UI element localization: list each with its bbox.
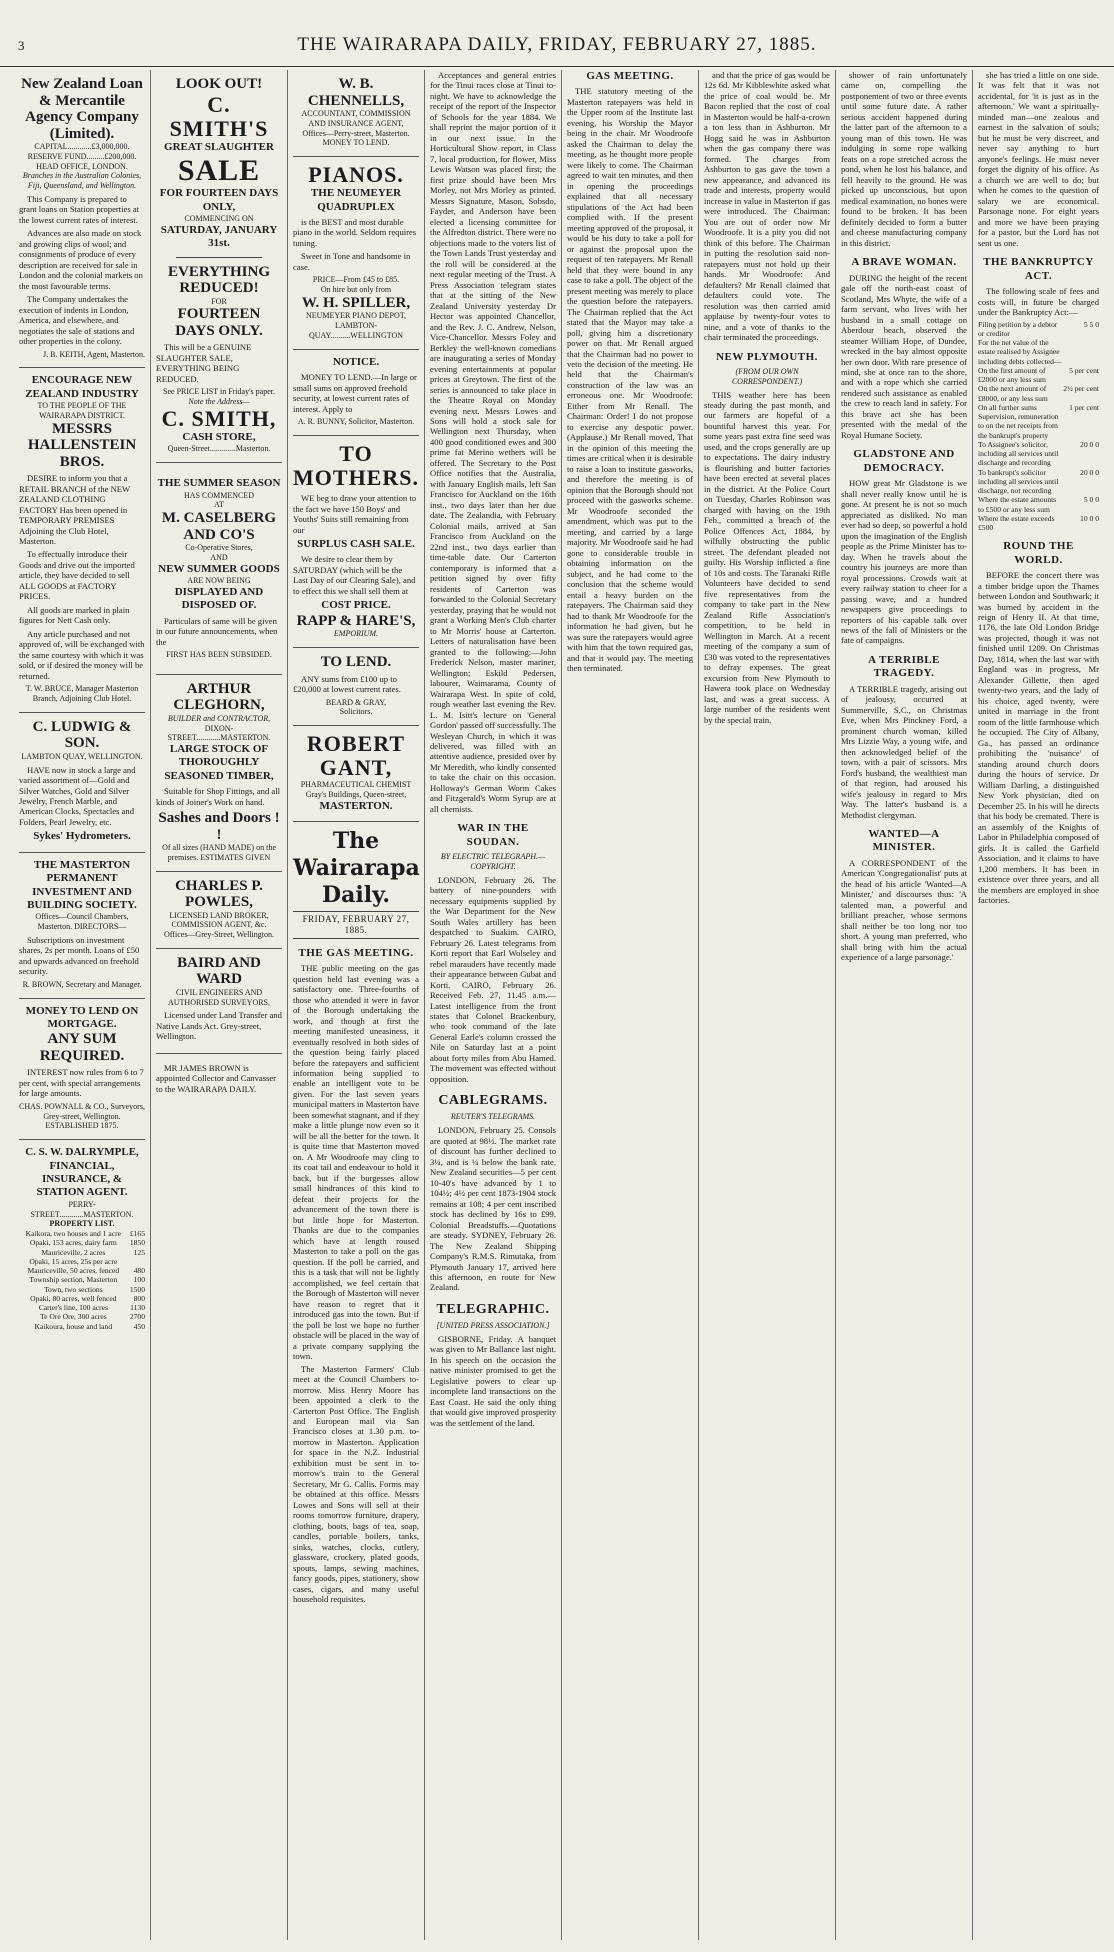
ad-body: Suitable for Shop Fittings, and all kinds of Joiner's Work on hand. xyxy=(156,786,281,807)
table-row xyxy=(19,1294,145,1303)
article-body: A CORRESPONDENT of the American 'Congregationalist' puts at the head of his article 'Wanted—A Minister,' and discourses thus: 'A talented man, a powerful and brilliant preacher, whose sermons shall neither be too long nor too short. A young man preferred, who shall bring with him the actual experience of a large parsonage.' xyxy=(841,857,967,963)
column-6 xyxy=(699,70,836,1940)
ad-body: is the BEST and most durable piano in the world. Seldom requires tuning. xyxy=(293,217,417,248)
ad-sign: A. R. BUNNY, Solicitor, Masterton. xyxy=(297,417,415,427)
row-value: 2½ per cent xyxy=(1063,384,1099,394)
row-item: Te Ore Ore, 300 acres xyxy=(39,1312,107,1322)
ad-body: We desire to clear them by SATURDAY (which will be the Last Day of our Clearing Sale), and to effect this we shall sell them at xyxy=(293,554,416,596)
article-heading: THE BANKRUPTCY ACT. xyxy=(983,256,1094,282)
ad-title: New Zealand Loan & Mercantile Agency Company (Limited). xyxy=(21,76,143,142)
ad-store: CASH STORE, xyxy=(182,431,256,444)
ad-trade: ACCOUNTANT, COMMISSION AND INSURANCE AGENT, xyxy=(301,109,411,128)
ad-summer-season xyxy=(156,463,282,675)
article-subheading: REUTER'S TELEGRAMS. xyxy=(450,1112,536,1122)
row-value xyxy=(1063,338,1099,366)
ad-body: Subscriptions on investment shares, 2s per month. Loans of £50 and upwards advanced on freehold security. xyxy=(19,934,140,977)
row-item: To bankrupt's solicitor including all services until discharge, not recording xyxy=(978,467,1059,495)
ad-body: Advances are also made on stock and growing clips of wool; and consignments of produce of every description are received for sale in London and the colonial markets on the most favourable terms. xyxy=(19,228,143,291)
article-body: HOW great Mr Gladstone is we shall never really know until he is gone. At present he is not so much appreciated as disliked. No man ever had so deep, so powerful a hold upon the imagination of the English people as the Prime Minister has to-day. When he travels about the country his journeys are more than royal processions. Crowds wait at every railway station to cheer for a passing wave, and a hundred newspapers give proceedings to reporters of his capable talk over news of the fall of Ministers or the fate of campaigns. xyxy=(841,478,968,646)
article-body: Acceptances and general entries for the Tinui races close at Tinui to-night. We have to acknowledge the receipt of the report of the Inspector of Schools for the year 1884. We shall reprint the major portion of it in our next issue. In the Horticultural Show report, in Class 7, local production, for flower, Miss Lewis Watson was placed first; the first prize should have been Mrs Morley, not Mrs Morley as printed. Messrs Signature, Mason, Sobsdo, Fayder, and Anderson have been elected a licensing committee for the Alfredton district. There were no objections made to the voters list of the Town Lands Trust yesterday and the roll will be considered at the next regular meeting of the Trust. A Press Association telegram states that at the sitting of the New Zealand University yesterday Dr Hector was appointed Chancellor, and the Rev. J. C. Andrew, Nelson, Vice-Chancellor. Messrs Foley and Berkley the well-known comedians are inaugurating a series of Monday evening entertainments at popular prices at Greytown. The first of the series is announced to take place in the Theatre Royal on Monday evening next. Messrs Lowes and Sons will hold a stock sale for Wellington next Thursday, when 400 good conditioned ewes and 300 prime fat Merino wethers will be offered. The Secretary to the Post Office notifies that the Australia, with January English mails, left San Francisco for Auckland on the 16th inst., two days later than her due date. The Zealandia, with February Colonial mails, arrived at San Francisco from Auckland on the 22nd inst., two days earlier than time-table date. Our Carterton contemporary is informed that a petition signed by over fifty residents of Carterton was forwarded to the Colonial Secretary yesterday, praying that he would not grant a Working Men's Club charter to Mr Morris' house at Carterton. Letters of naturalisation have been granted to the following:—John Frederick Nelson, master mariner, Wellington; Eskild Pedersen, labourer, Waimarama, County of Wairarapa West. In spite of cold, rough weather last evening the Rev. L. M. Isitt's lecture on 'General Gordon' passed off successfully. The Wesleyan Church, in which it was delivered, was filled with an attentive audience, presided over by Mr Meredith, who kindly consented to take the chair on this occasion. Holloway's German Worm Cakes and Fitzgerald's Worm Syrup are at all chemists. xyxy=(430,70,556,814)
ad-commencing: COMMENCING ON xyxy=(184,214,254,224)
ad-displayed: DISPLAYED AND DISPOSED OF. xyxy=(174,585,264,612)
row-item: Mauriceville, 2 acres xyxy=(41,1247,106,1257)
table-row xyxy=(19,1266,145,1275)
row-value: 800 xyxy=(133,1293,145,1303)
ad-title: W. B. CHENNELLS, xyxy=(307,76,405,109)
ad-arenow: ARE NOW BEING xyxy=(187,576,251,585)
table-row xyxy=(978,403,1099,412)
ad-firm: RAPP & HARE'S, xyxy=(296,612,416,629)
article-body: she has tried a little on one side. It was felt that it was not accidental, for 'it is just as in the afternoon.' We want a spiritually-minded man—one zealous and earnest in the salvation of souls; but he must be very discreet, and never say anything to hurt anyone's feelings. He must never forget the dignity of his office. As a church we are well to do; but when he comes to the question of salary we are economical. Parsonage none. For eight years and more we have been praying for a pastor, but the Lord has not sent us one. xyxy=(978,70,1099,248)
ad-title: THE MASTERTON PERMANENT INVESTMENT AND BUILDING SOCIETY. xyxy=(27,858,137,912)
row-value: 1130 xyxy=(130,1303,145,1313)
ad-firm: MESSRS HALLENSTEIN BROS. xyxy=(27,420,137,470)
ad-subtitle: ANY SUM REQUIRED. xyxy=(39,1031,125,1064)
ad-title: ENCOURAGE NEW ZEALAND INDUSTRY xyxy=(25,374,139,400)
ad-sign: T. W. BRUCE, Manager Masterton Branch, Adjoining Club Hotel. xyxy=(25,684,139,704)
table-row xyxy=(978,320,1099,339)
fee-table xyxy=(978,320,1099,533)
ad-street: PERRY-STREET............MASTERTON. xyxy=(30,1199,134,1219)
page-number: 3 xyxy=(18,38,25,53)
article-body: The following scale of fees and costs will, in future be charged under the Bankruptcy Act:— xyxy=(978,286,1099,318)
columns xyxy=(14,70,1104,1940)
ad-baird xyxy=(156,949,282,1054)
ad-body: Licensed under Land Transfer and Native Lands Act. Grey-street, Wellington. xyxy=(156,1010,282,1042)
row-item: Supervision, remuneration to on the net receipts from the bankrupt's property xyxy=(978,412,1059,440)
article-heading: WAR IN THE SOUDAN. xyxy=(457,822,529,848)
article-body: A TERRIBLE tragedy, arising out of jealousy, occurred at Summerville, S.C., on Christmas Eve, when Mrs Pinckney Ford, a prominent church woman, killed Mrs Lizzie Way, a young wife, and then acknowledged belief of the town, with a pair of scissors. Mrs Ford's husband, the wealthiest man of that region, had aroused his wife's jealousy in regard to Mrs Way. The latter's husband is a Methodist clergyman. xyxy=(841,683,967,820)
ad-commenced: HAS COMMENCED xyxy=(183,490,254,500)
article-heading: GLADSTONE AND DEMOCRACY. xyxy=(853,448,955,474)
ad-reserve: RESERVE FUND.........£200,000. xyxy=(27,151,137,161)
ad-stock: LARGE STOCK OF THOROUGHLY SEASONED TIMBER, xyxy=(164,743,274,782)
article-body: DURING the height of the recent gale off the north-east coast of Scotland, Mrs Whyte, the wife of a farm servant, who lives with her husband in a small cottage on Aberdour beach, observed the steamer William Hope, of Dundee, wrecked in the bay almost opposite her own door. With rare presence of mind, she at once ran to the shore, and with a rope which she carried rendered such assistance as enabled the crew to reach land in safety. For this brave act she has been presented with the medal of the Royal Humane Society. xyxy=(841,272,967,440)
ad-street: DIXON-STREET............MASTERTON. xyxy=(167,723,271,743)
ad-trade: PHARMACEUTICAL CHEMIST xyxy=(300,780,412,790)
newspaper-title: THE WAIRARAPA DAILY, FRIDAY, FEBRUARY 27, 1885. xyxy=(297,34,817,55)
dateline: FRIDAY, FEBRUARY 27, 1885. xyxy=(293,911,419,939)
ad-ludwig xyxy=(19,713,145,853)
row-item: Town, two sections xyxy=(43,1284,103,1294)
article-heading: THE GAS MEETING. xyxy=(298,946,414,959)
article-heading: ROUND THE WORLD. xyxy=(1003,540,1074,566)
ad-name: C. SMITH'S xyxy=(169,91,269,141)
ad-fourteen: FOURTEEN DAYS ONLY. xyxy=(175,306,263,339)
ad-building-society xyxy=(19,853,145,999)
ad-tagline: Sykes' Hydrometers. xyxy=(33,830,131,843)
ad-great: GREAT SLAUGHTER xyxy=(164,140,274,153)
article-heading: GAS MEETING. xyxy=(586,70,674,82)
article-heading: A BRAVE WOMAN. xyxy=(851,256,957,269)
row-item: On the next amount of £8000, or any less sum xyxy=(978,384,1048,403)
row-item: Filing petition by a debtor or creditor xyxy=(978,319,1058,338)
row-value: 1850 xyxy=(129,1238,145,1248)
article-body: The Masterton Farmers' Club meet at the Council Chambers to-morrow. Miss Henry Moore has been appointed a clerk to the Carterton Post Office. The English and European mail via San Francisco closes at 1.30 p.m. to-morrow in Masterton. Application for space in the N.Z. Industrial exhibition must be sent in to-morrow's train to the General Secretary, Mr G. Callis. Forms may be obtained at this office. Messrs Lowes and Sons will sell at their rooms tomorrow furniture, drapery, clothing, boots, bags of tea, soap, candles, portable boilers, tanks, sinks, watches, clocks, cutlery, glassware, crockery, plated goods, spouts, lamps, sewing machines, fancy goods, pipes, stationery, show cases, cigars, and many useful household requisites. xyxy=(293,1363,419,1605)
ad-body: This Company is prepared to grant loans on Station properties at the lowest current rates of interest. xyxy=(19,193,140,225)
article-body: GISBORNE, Friday. A banquet was given to Mr Ballance last night. In his speech on the occasion the native minister promised to get the Legislative powers to clear up incomplete land transactions on the East Coast. He said the only thing that would give improved prosperity was the settlement of the land. xyxy=(430,1333,556,1428)
ad-body: To effectually introduce their Goods and drive out the imported article, they have decided to sell ALL GOODS at FACTORY PRICES. xyxy=(19,549,135,602)
ad-sign: R. BROWN, Secretary and Manager. xyxy=(22,979,142,989)
ad-to-lend xyxy=(293,648,419,726)
row-item: For the net value of the estate realised by Assignee including debts collected— xyxy=(978,338,1062,366)
ad-trade: BUILDER and CONTRACTOR, xyxy=(167,713,271,723)
row-value: 20 0 0 xyxy=(1080,439,1099,449)
ad-lookout: LOOK OUT! xyxy=(175,76,263,92)
ad-firm: W. H. SPILLER, xyxy=(301,294,411,311)
row-item: Where the estate exceeds £500 xyxy=(978,513,1055,532)
row-value xyxy=(1063,412,1099,440)
article-body: BEFORE the concert there was a timber bridge upon the Thames between London and Southwark; it was burned by accident in the reign of Henry II. At that time, 1176, the late Old London Bridge was projected, though it was not finished until 1209. On Christmas Day, 1814, when the last war with England was in progress, Mr Alexander Gillette, then aged twenty-two years, and the lady of his choice, aged twenty, were united in marriage in the front room of the little farmhouse which he occupied. The City of Albany, Ga., has passed an ordinance prohibiting the 'nuisance' of standing around church doors during the hours of service. Dr William Darling, a distinguished New York physician, died on December 25. In his will he directs that his body be cremated. There is an assembly of the Knights of Labor in Philadelphia composed of girls. It is called the Garfield Association, and it claims to have 1,200 members. It has been in existence over three years, and all the members are employed in shoe factories. xyxy=(978,570,1099,906)
ad-notice xyxy=(293,350,419,436)
ad-firm: BEARD & GRAY, xyxy=(325,697,387,707)
row-value: 100 xyxy=(133,1275,145,1285)
ad-title: PIANOS. xyxy=(308,162,404,187)
ad-mothers xyxy=(293,436,419,648)
row-value: 20 0 0 xyxy=(1080,467,1099,477)
row-item: Carter's line, 100 acres xyxy=(38,1303,108,1313)
ad-list-title: PROPERTY LIST. xyxy=(49,1219,115,1229)
ad-money xyxy=(19,999,145,1141)
ad-body: All goods are marked in plain figures for Nett Cash only. xyxy=(19,604,130,626)
ad-date: SATURDAY, JANUARY 31st. xyxy=(160,223,278,250)
ad-firm: M. CASELBERG AND CO'S xyxy=(161,510,277,543)
row-item: On the first amount of £2000 or any less sum xyxy=(978,365,1046,384)
article-subheading: BY ELECTRIC TELEGRAPH.—COPYRIGHT. xyxy=(440,852,546,871)
ad-title: CHARLES P. POWLES, xyxy=(175,877,263,911)
ad-title: TO MOTHERS. xyxy=(293,440,419,490)
ad-industry xyxy=(19,368,145,713)
ad-at: AT xyxy=(214,500,224,510)
ad-address: LAMBTON-QUAY..........WELLINGTON xyxy=(308,321,404,340)
table-row xyxy=(19,1303,145,1312)
row-item: On all further sums xyxy=(978,402,1037,412)
ad-sashes: Sashes and Doors ! ! xyxy=(158,810,280,843)
ad-smith xyxy=(156,70,282,463)
article-heading: CABLEGRAMS. xyxy=(438,1093,548,1109)
row-item: Kaikoura, house and land xyxy=(34,1321,113,1331)
ad-capital: CAPITAL............£3,000,000. xyxy=(34,142,130,151)
ad-title: BAIRD AND WARD xyxy=(177,954,261,988)
row-item: Opaki, 80 acres, well fenced xyxy=(30,1293,117,1303)
row-value: 5 5 0 xyxy=(1083,319,1099,329)
row-item: Opaki, 153 acres, dairy farm xyxy=(29,1238,117,1248)
ad-body: MONEY TO LEND.—In large or small sums on approved freehold security, at lowest current rates of interest. Apply to xyxy=(293,372,417,414)
ad-body: Sweet in Tone and handsome in case. xyxy=(293,251,411,272)
ad-cleghorn xyxy=(156,675,282,872)
article-body: THE statutory meeting of the Masterton ratepayers was held in the Upper room of the Institute last evening, his Worship the Mayor being in the chair. Mr Woodroofe asked the Chairman to delay the meeting, as he thought more people were likely to come. The Chairman agreed to wait ten minutes, and then in opening the proceedings explained that all necessary stipulations of the Act had been complied with. If the present meeting approved of the proposal, it would be his duty to take a poll for or against the proposal upon the request of ten ratepayers. Mr Renall held that they were bound in any case to take a poll. The object of the present meeting was merely to place the question before the ratepayers. The Chairman replied that the Act stated that the Mayor may take a poll, giving him a discretionary power on that. Mr Renall argued that the Chairman had no power to veto the decision of the meeting. He held that the Chairman's construction of the law was an erroneous one. Mr Woodroofe: Either from Mr Renall. The Chairman: Order! I do not propose to exercise any despotic power. (Applause.) Mr Renall moved, That in the opinion of this meeting the times are critical when it is desirable to raise a loan to institute gasworks, and therefore the meeting is of opinion that the Borough should not proceed with the gasworks scheme. Mr Woodroofe seconded the amendment, which was put to the meeting, and carried by a large majority. Mr Woodroofe said he had gone to considerable trouble in obtaining information on the subject, and he had come to the conclusion that the scheme would entail a heavy burden on the ratepayers. The Chairman said they had to thank Mr Woodroofe for the information he had given, but he was sure the ratepayers would agree with him that the town required gas, and that it would pay. The meeting then terminated. xyxy=(567,86,693,674)
ad-title: NOTICE. xyxy=(332,355,380,368)
row-item: Where the estate amounts to £500 or any less sum xyxy=(978,495,1057,514)
ad-cost: COST PRICE. xyxy=(321,599,391,612)
ad-body: Any article purchased and not approved of, will be exchanged with the same courtesy with which it was sold, or if desired the money will be returned. xyxy=(19,628,145,681)
article-body: shower of rain unfortunately came on, compelling the postponement of two or three events until some future date. A rather serious accident happened during the latter part of the afternoon to a young man of this town. He was indulging in some rope walking feats on a rope stretched across the pond, when he lost his balance, and fell heavily to the ground. He was picked up unconscious, but upon medical examination, no bones were found to be broken. It has been definitely decided to form a butter and cheese manufacturing company in this district. xyxy=(841,70,967,248)
ad-gant xyxy=(293,726,419,822)
article-heading: TELEGRAPHIC. xyxy=(436,1301,550,1317)
ad-branches: Branches in the Australian Colonies, Fiji, Queensland, and Wellington. xyxy=(22,171,142,190)
ad-reduced: EVERYTHING REDUCED! xyxy=(168,263,270,297)
table-row xyxy=(978,384,1099,403)
ad-body: The Company undertakes the execution of indents in London, America, and elsewhere, and negotiates the sale of stations and other properties in the colony. xyxy=(19,294,135,347)
column-4 xyxy=(425,70,562,1940)
row-item: Mauriceville, 50 acres, fenced xyxy=(27,1266,120,1276)
ad-pianos xyxy=(293,157,419,350)
table-row xyxy=(19,1312,145,1321)
row-value: 10 0 0 xyxy=(1080,513,1099,523)
article-heading: NEW PLYMOUTH. xyxy=(716,350,818,363)
ad-emporium: EMPORIUM. xyxy=(333,629,379,639)
ad-street: Queen-Street.............Masterton. xyxy=(167,444,271,454)
ad-title: ROBERT GANT, xyxy=(306,731,406,781)
table-row xyxy=(19,1229,145,1238)
article-body: THE public meeting on the gas question held last evening was a satisfactory one. Three-fourths of those who attended it were in favor of the Borough undertaking the work, and though at first the meeting manifested uneasiness, it eventually resolved in both sides of the question being fairly placed before the ratepayers and sufficient information being supplied to enable an intelligent vote to be given. For the last seven years municipal matters in Masterton have been somewhat stagnant, and if they make a little plunge now even so it will be all the better for the town. It is quite time that Masterton moved on. A Mr Woodroofe may cling to its coat tail and endeavour to hold it back, but if the burgesses allow small hindrances of this kind to defeat their projects for the advancement of the town there is but little hope for Masterton. Thanks are due to the companies which have at length roused Masterton to take a poll on the gas question. If the poll be carried, and this is a task that will not be lightly accomplished, we feel certain that the Borough of Masterton will never have reason to regret that it introduced gas into the town. But if the poll be lost we hope no further obstacle will be placed in the way of a private company supplying the town. xyxy=(293,963,420,1362)
masthead xyxy=(0,26,1114,67)
table-row xyxy=(19,1257,145,1266)
ad-price: PRICE—From £45 to £85. xyxy=(312,275,400,285)
table-row xyxy=(19,1238,145,1247)
ad-surplus: SURPLUS CASH SALE. xyxy=(297,538,415,551)
ad-sale: SALE xyxy=(177,154,261,188)
column-3 xyxy=(288,70,425,1940)
ad-first: FIRST HAS BEEN SUBSIDED. xyxy=(166,650,272,660)
ad-depot: NEUMEYER PIANO DEPOT, xyxy=(305,311,407,321)
row-value: £165 xyxy=(129,1229,145,1239)
ad-address: LAMBTON QUAY, WELLINGTON. xyxy=(21,751,143,761)
ad-cname: C. SMITH, xyxy=(161,405,277,431)
row-value: 450 xyxy=(133,1321,145,1331)
ad-powles xyxy=(156,872,282,949)
ad-brown xyxy=(156,1054,282,1105)
ad-days: FOR FOURTEEN DAYS ONLY, xyxy=(159,187,279,213)
ad-and: AND xyxy=(210,552,228,562)
ad-address: Gray's Buildings, Queen-street, xyxy=(305,790,407,800)
article-body: LONDON, February 25. Consols are quoted at 98½. The market rate of discount has further declined to 3¼, and is ¼ below the bank rate. New Zealand securities—5 per cent 10-40's have advanced by 1 to 104½; 4½ per cent 1873-1904 stock remains at 108; 4 per cent inscribed stock has declined by 16s to £99. Colonial Breadstuffs.—Quotations are steady. SYDNEY, February 26. The New Zealand Shipping Company's R.M.S. Rimutaka, from Plymouth January 17, arrived here this afternoon, en route for New Zealand. xyxy=(430,1125,556,1293)
ad-body: WE beg to draw your attention to the fact we have 150 Boys' and Youths' Suits still remaining from our xyxy=(293,493,417,535)
ad-body: ANY sums from £100 up to £20,000 at lowest current rates. xyxy=(293,673,401,695)
ad-body: INTEREST now rules from 6 to 7 per cent, with special arrangements for large amounts. xyxy=(19,1067,144,1099)
ad-sol: Solicitors. xyxy=(339,707,373,717)
ad-sign: CHAS. POWNALL & CO., Surveyors, Grey-street, Wellington. xyxy=(19,1101,145,1121)
ad-body: DESIRE to inform you that a RETAIL BRANCH of the NEW ZEALAND CLOTHING FACTORY Has been opened in TEMPORARY PREMISES Adjoining the Club Hotel, Masterton. xyxy=(19,473,131,546)
article-body: and that the price of gas would be 12s 6d. Mr Kibblewhite asked what the price of coal would be. Mr Bacon replied that the cost of coal in Masterton would be half-a-crown a ton less than in Ashburton. Mr Hogg said he was in Ashburton when the gas company there was formed. The charges from Ashburton to gas gave the town a new appearance, and advanced its trade and interests, property would increase in value in Masterton if gas were introduced. The Chairman: You are out of order now Mr Woodroofe. It is a pity you did not think of this before. The Chairman in putting the resolution said non-ratepayers must not hold up their hands. Mr Woodroofe: And defaulters? Mr Renall claimed that defaulters could vote. The resolution was then carried amid applause by twenty-four votes to nine, and a vote of thanks to the chair terminated the proceedings. xyxy=(704,70,830,343)
ad-body: HAVE now in stock a large and varied assortment of—Gold and Silver Watches, Gold and Silver Jewelry, French Marble, and American Clocks, Spectacles and Folders, Pearl Jewelry, etc. xyxy=(19,764,136,827)
row-item: Opaki, 15 acres, 25s per acre xyxy=(29,1256,118,1266)
row-item: Kaikora, two houses and 1 acre xyxy=(25,1229,121,1239)
row-value: 1 per cent xyxy=(1069,402,1099,412)
table-row xyxy=(19,1275,145,1284)
ad-title: C. LUDWIG & SON. xyxy=(32,718,132,752)
ad-body: MR JAMES BROWN is appointed Collector and Canvasser to the WAIRARAPA DAILY. xyxy=(156,1062,277,1094)
column-7 xyxy=(836,70,973,1940)
ad-pricelist: See PRICE LIST in Friday's paper. xyxy=(163,387,275,397)
table-row xyxy=(978,412,1099,440)
column-1 xyxy=(14,70,151,1940)
ad-office: HEAD OFFICE, LONDON. xyxy=(36,161,128,171)
ad-to: TO THE PEOPLE OF THE WAIRARAPA DISTRICT. xyxy=(37,401,127,420)
ad-offices: Offices—Grey-Street, Wellington. xyxy=(164,930,274,940)
column-8 xyxy=(973,70,1104,1940)
ad-quadruplex: THE NEUMEYER QUADRUPLEX xyxy=(310,187,402,213)
ad-title: ARTHUR CLEGHORN, xyxy=(173,680,265,714)
ad-agent: J. B. KEITH, Agent, Masterton. xyxy=(43,349,145,359)
article-body: LONDON, February 26. The battery of nine-pounders with necessary equipments supplied by the War Department for the New South Wales artillery has been despatched to Suakim. CAIRO, February 26. Latest telegrams from Korti report that Earl Wolseley and rebel marauders have recently made their appearance between Gubat and Korti. CAIRO, February 26. Received Feb. 27, 11.45 a.m.—Latest intelligence from the front states that Colonel Brackenbury, who took command of the late General Earle's column crossed the Nile on Saturday last at a point about forty miles from Abu Hamed. The movement was effected without opposition. xyxy=(430,874,556,1084)
ad-goods: NEW SUMMER GOODS xyxy=(158,562,280,575)
column-5 xyxy=(562,70,699,1940)
ad-dalrymple xyxy=(19,1140,145,1339)
ad-sizes: Of all sizes (HAND MADE) on the premises. ESTIMATES GIVEN xyxy=(162,843,276,862)
row-value: 5 0 0 xyxy=(1083,495,1099,505)
ad-money: MONEY TO LEND. xyxy=(322,138,390,148)
property-list xyxy=(19,1229,145,1331)
row-value: 2700 xyxy=(129,1312,145,1322)
row-item: Township section, Masterton xyxy=(29,1275,118,1285)
column-2 xyxy=(151,70,288,1940)
ad-offices: Offices—Perry-street, Masterton. xyxy=(302,128,410,138)
row-value: 5 per cent xyxy=(1069,365,1099,375)
row-value: 1500 xyxy=(129,1284,145,1294)
ad-title: MONEY TO LEND ON MORTGAGE. xyxy=(25,1004,139,1031)
ad-town: MASTERTON. xyxy=(319,799,393,812)
article-subheading: [UNITED PRESS ASSOCIATION.] xyxy=(436,1321,550,1331)
newspaper-flag: The Wairarapa Daily. xyxy=(293,828,420,908)
ad-note: Note the Address— xyxy=(188,397,250,407)
ad-title: TO LEND. xyxy=(320,654,392,671)
row-value: 480 xyxy=(133,1266,145,1276)
row-value: 125 xyxy=(133,1247,145,1257)
ad-trade: LICENSED LAND BROKER, COMMISSION AGENT, &c. xyxy=(169,910,269,930)
ad-coop: Co-Operative Stores, xyxy=(185,543,253,553)
table-row xyxy=(19,1322,145,1331)
ad-for: FOR xyxy=(211,296,227,306)
ad-trade: CIVIL ENGINEERS AND AUTHORISED SURVEYORS, xyxy=(167,987,271,1007)
article-heading: WANTED—A MINISTER. xyxy=(868,828,940,854)
article-body: THIS weather here has been steady during the past month, and our farmers are hopeful of a bountiful harvest this year. For some years past extra fine seed was used, and the crops generally are up to expectations. The dairy industry is flourishing and butter factories have been erected at several places in the district. At the Police Court on Tuesday, Charles Robinson was charged with having on the 19th Feb., committed a breach of the Police Offences Act, 1884, by wilfully obstructing the public street. The defendant pleaded not guilty. His Worship inflicted a fine of 10s and costs. The Taranaki Rifle Volunteers have decided to send five representatives from the company to take part in the New Zealand Rifle Association's competition, to be held in Wellington in March. At a recent meeting of the company a sum of £30 was voted to the representatives to defray expenses. The great excursion from New Plymouth to Hawera took place on Wednesday last, and was a great success. A large number of the residents went by the special train. xyxy=(704,389,830,725)
table-row xyxy=(978,514,1099,533)
row-item: To Assignee's solicitor, including all services until discharge and recording xyxy=(978,439,1059,468)
ad-chennells xyxy=(293,70,419,157)
article-subheading: (FROM OUR OWN CORRESPONDENT.) xyxy=(731,367,803,386)
table-row xyxy=(978,366,1099,385)
ad-particulars: Particulars of same will be given in our future announcements, when the xyxy=(156,615,278,647)
table-row xyxy=(978,338,1099,366)
ad-est: ESTABLISHED 1875. xyxy=(45,1121,119,1131)
ad-offices: Offices—Council Chambers, Masterton. DIRECTORS— xyxy=(35,912,129,932)
table-row xyxy=(19,1285,145,1294)
ad-title: C. S. W. DALRYMPLE, FINANCIAL, INSURANCE, & STATION AGENT. xyxy=(25,1146,139,1199)
row-value xyxy=(128,1257,145,1266)
table-row xyxy=(978,440,1099,468)
ad-title: THE SUMMER SEASON xyxy=(157,477,281,490)
table-row xyxy=(978,468,1099,496)
article-heading: A TERRIBLE TRAGEDY. xyxy=(868,653,940,680)
ad-genuine: This will be a GENUINE SLAUGHTER SALE, EVERYTHING BEING REDUCED. xyxy=(156,342,252,384)
ad-hire: On hire but only from xyxy=(320,285,392,295)
ad-nz-loan xyxy=(19,70,145,368)
table-row xyxy=(19,1248,145,1257)
table-row xyxy=(978,495,1099,514)
